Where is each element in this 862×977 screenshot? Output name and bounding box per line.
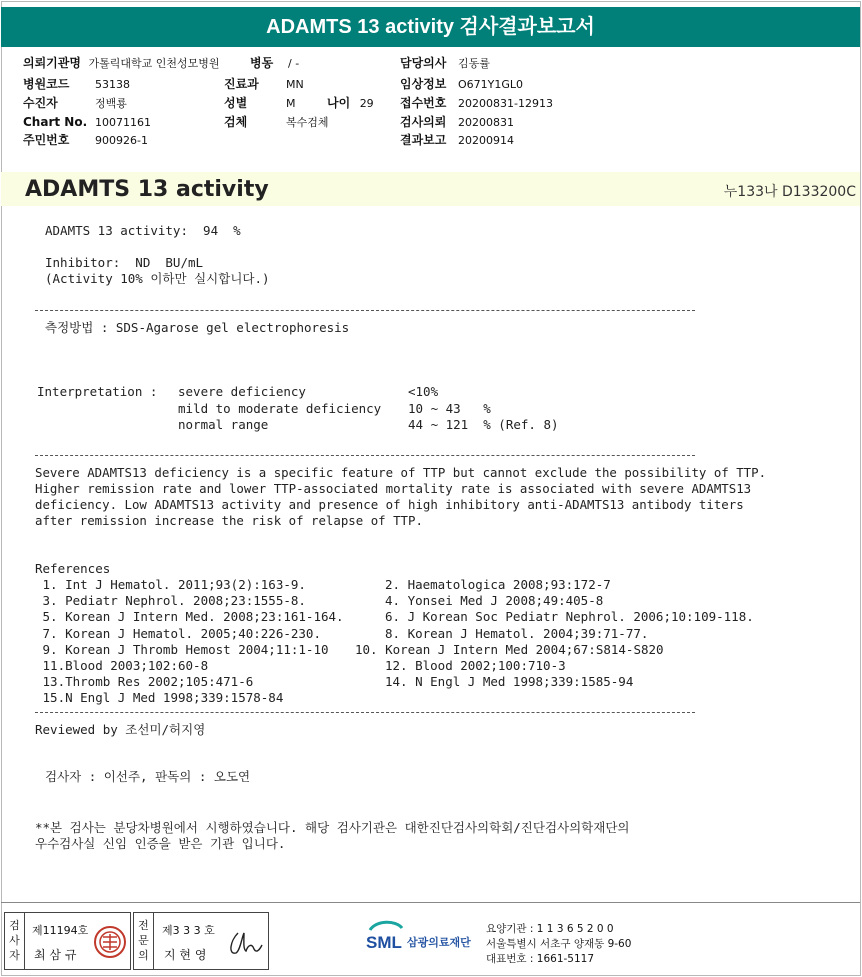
value: 가톨릭대학교 인천성모병원 <box>88 57 220 70</box>
reference-right: 10. Korean J Intern Med 2004;67:S814-S820 <box>355 642 664 657</box>
label: 검사의뢰 <box>400 115 447 129</box>
reference-left: 3. Pediatr Nephrol. 2008;23:1555-8. <box>35 593 306 608</box>
reference-right: 2. Haematologica 2008;93:172-7 <box>385 577 611 592</box>
reference-right: 8. Korean J Hematol. 2004;39:71-77. <box>385 626 649 641</box>
sml-logo-icon <box>366 918 406 954</box>
label: 검체 <box>224 115 248 129</box>
header-row-resident-no <box>23 133 148 147</box>
label: 병원코드 <box>23 77 70 91</box>
reference-left: 13.Thromb Res 2002;105:471-6 <box>35 674 254 689</box>
interp-term: mild to moderate deficiency <box>178 401 382 416</box>
interp-range: 10 ~ 43 % <box>408 401 491 416</box>
value: 20200831-12913 <box>458 97 553 110</box>
reference-right: 4. Yonsei Med J 2008;49:405-8 <box>385 593 604 608</box>
header-row-ward <box>250 56 300 70</box>
reference-right: 6. J Korean Soc Pediatr Nephrol. 2006;10:109-118. <box>385 609 754 624</box>
specialist-name: 지 현 영 <box>164 948 207 962</box>
org-phone: 대표번호 : 1661-5117 <box>486 953 595 965</box>
section-code: 누133나 D133200C <box>723 184 856 200</box>
value: O671Y1GL0 <box>458 78 524 91</box>
comment-line: Higher remission rate and lower TTP-associated mortality rate is associated with severe ADAMTS13 <box>35 481 752 496</box>
examiner-seal-icon <box>93 925 127 959</box>
header-row-doctor <box>400 56 490 70</box>
label: 진료과 <box>224 77 259 91</box>
value: 정백룡 <box>95 97 127 110</box>
org-name: 삼광의료재단 <box>407 936 471 949</box>
value: 20200831 <box>458 116 514 129</box>
signature-icon <box>226 927 264 961</box>
header-row-sex <box>224 96 296 110</box>
reference-left: 9. Korean J Thromb Hemost 2004;11:1-10 <box>35 642 329 657</box>
examiner-box <box>4 912 131 970</box>
label: 결과보고 <box>400 133 447 147</box>
examiners: 검사자 : 이선주, 판독의 : 오도연 <box>45 769 251 784</box>
reference-left: 1. Int J Hematol. 2011;93(2):163-9. <box>35 577 306 592</box>
value: 김동률 <box>458 57 490 70</box>
comment-line: deficiency. Low ADAMTS13 activity and presence of high inhibitory anti-ADAMTS13 antibody titers <box>35 497 744 512</box>
report-title: ADAMTS 13 activity 검사결과보고서 <box>1 7 860 47</box>
label: 병동 <box>250 56 274 70</box>
label: Chart No. <box>23 115 88 129</box>
value: 10071161 <box>95 116 151 129</box>
examiner-name: 최 삼 규 <box>34 948 77 962</box>
section-title: ADAMTS 13 activity <box>25 177 269 202</box>
org-code: 요양기관 : 1 1 3 6 5 2 0 0 <box>486 923 614 935</box>
value: 29 <box>359 97 374 110</box>
divider <box>35 310 695 311</box>
reference-right: 14. N Engl J Med 1998;339:1585-94 <box>385 674 634 689</box>
value: 53138 <box>95 78 130 91</box>
header-row-receipt-no <box>400 96 553 110</box>
label: 담당의사 <box>400 56 447 70</box>
header-row-specimen <box>224 115 329 129</box>
examiner-license: 제11194호 <box>32 924 89 937</box>
examiner-side-label: 검 사 자 <box>5 913 25 969</box>
header-row-hospital-code <box>23 77 130 91</box>
header-row-age <box>327 97 374 110</box>
reference-left: 11.Blood 2003;102:60-8 <box>35 658 209 673</box>
label: 수진자 <box>23 96 58 110</box>
interp-range: <10% <box>408 384 439 399</box>
inhibitor-note: (Activity 10% 이하만 실시합니다.) <box>45 271 270 286</box>
interpretation-label: Interpretation : <box>37 384 158 399</box>
reviewed-by: Reviewed by 조선미/허지영 <box>35 722 206 737</box>
value: / - <box>288 57 300 70</box>
footer-divider <box>1 902 860 903</box>
label: 임상정보 <box>400 77 447 91</box>
interp-term: normal range <box>178 417 269 432</box>
header-row-chart-no <box>23 115 151 129</box>
header-row-report-date <box>400 133 514 147</box>
divider <box>35 455 695 456</box>
label: 주민번호 <box>23 133 70 147</box>
label: 의뢰기관명 <box>23 56 81 70</box>
header-row-request-date <box>400 115 514 129</box>
interp-range: 44 ~ 121 % (Ref. 8) <box>408 417 559 432</box>
notice-line: 우수검사실 신임 인증을 받은 기관 입니다. <box>35 836 286 851</box>
header-row-patient <box>23 96 127 110</box>
notice-line: **본 검사는 분당차병원에서 시행하였습니다. 해당 검사기관은 대한진단검사의학회/진단검사의학재단의 <box>35 820 630 835</box>
comment-line: after remission increase the risk of relapse of TTP. <box>35 513 423 528</box>
label: 성별 <box>224 96 248 110</box>
method-line: 측정방법 : SDS-Agarose gel electrophoresis <box>45 320 350 335</box>
activity-result: ADAMTS 13 activity: 94 % <box>45 223 241 238</box>
header-row-institution <box>23 57 219 70</box>
logo-text: SML <box>366 933 402 952</box>
interp-term: severe deficiency <box>178 384 306 399</box>
specialist-side-label: 전 문 의 <box>134 913 154 969</box>
inhibitor-result: Inhibitor: ND BU/mL <box>45 255 204 270</box>
specialist-box <box>133 912 269 970</box>
label: 나이 <box>327 96 351 110</box>
reference-left: 7. Korean J Hematol. 2005;40:226-230. <box>35 626 321 641</box>
header-row-clinical-info <box>400 77 524 91</box>
specialist-license: 제3 3 3 호 <box>162 924 215 937</box>
value: MN <box>286 78 304 91</box>
reference-right: 12. Blood 2002;100:710-3 <box>385 658 566 673</box>
reference-left: 15.N Engl J Med 1998;339:1578-84 <box>35 690 284 705</box>
header-row-department <box>224 77 304 91</box>
value: 20200914 <box>458 134 514 147</box>
value: M <box>286 97 296 110</box>
value: 900926-1 <box>95 134 148 147</box>
value: 복수검체 <box>286 116 329 129</box>
reference-left: 5. Korean J Intern Med. 2008;23:161-164. <box>35 609 344 624</box>
divider <box>35 712 695 713</box>
label: 접수번호 <box>400 96 447 110</box>
comment-line: Severe ADAMTS13 deficiency is a specific feature of TTP but cannot exclude the possibility of TTP. <box>35 465 767 480</box>
org-address: 서울특별시 서초구 양재동 9-60 <box>486 938 632 950</box>
references-heading: References <box>35 561 111 576</box>
